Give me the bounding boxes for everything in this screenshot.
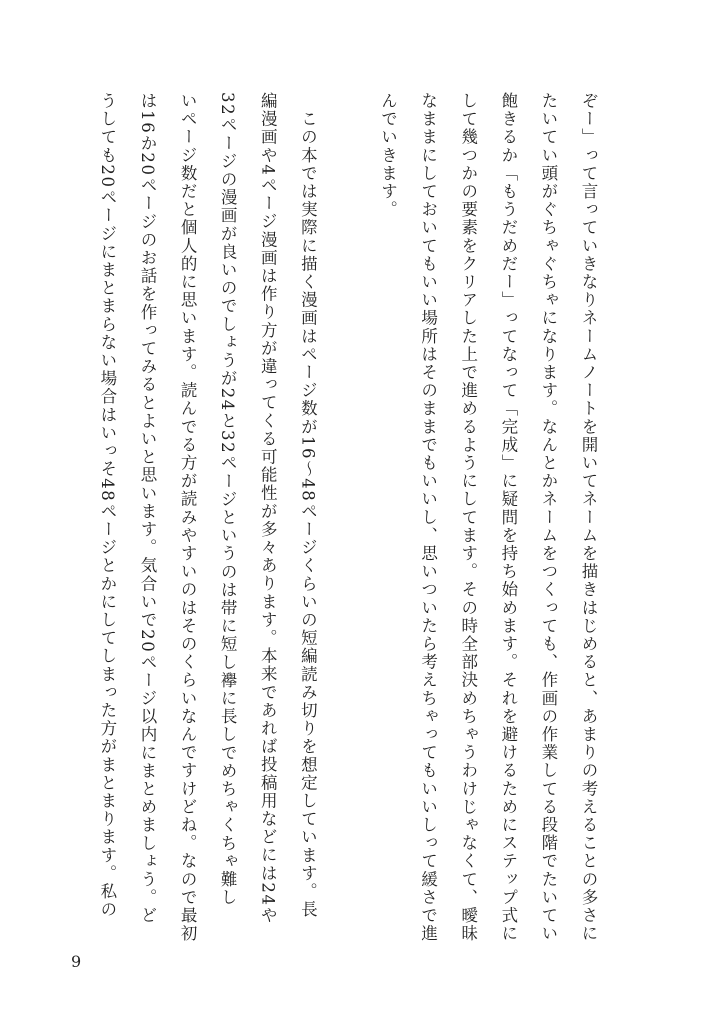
text-column: たいてい頭がぐちゃぐちゃになります。なんとかネームをつくっても、作画の作業してる段階でたいてい: [538, 92, 558, 943]
text-column: 飽きるか「もうだめだー」ってなって「完成」に疑問を持ち始めます。それを避けるためにステップ式に: [498, 92, 518, 943]
text-column: んでいきます。: [378, 92, 398, 219]
text-column: 編漫画や4ページ漫画は作り方が違ってくる可能性が多々あります。本来であれば投稿用などには24や: [258, 92, 278, 925]
text-column: ぞー」って言っていきなりネームノートを開いてネームを描きはじめると、あまりの考えることの多さに: [579, 92, 598, 943]
text-column: この本では実際に描く漫画はページ数が16〜48ページくらいの短編読み切りを想定しています。長: [298, 92, 318, 919]
text-column: なままにしておいてもいい場所はそのままでもいいし、思いついたら考えちゃってもいいしって緩さで進: [418, 92, 438, 943]
page-number: 9: [71, 952, 82, 971]
text-column: 32ページの漫画が良いのでしょうが24と32ページというのは帯に短し襷に長しでめちゃくちゃ難し: [218, 92, 238, 907]
text-column: いページ数だと個人的に思います。読んでる方が読みやすいのはそのくらいなんですけどね。なので最初: [178, 92, 198, 943]
paragraph-break: [327, 92, 367, 942]
text-column: うしても20ページにまとまらない場合はいっそ48ページとかにしてしまった方がまとまります。私の: [97, 92, 117, 919]
text-column: して幾つかの要素をクリアした上で進めるようにしてます。その時全部決めちゃうわけじゃなくて、曖昧: [458, 92, 478, 943]
text-column: は16か20ページのお話を作ってみるとよいと思います。気合いで20ページ以内にまとめましょう。ど: [137, 92, 157, 925]
body-text: [87, 92, 608, 942]
